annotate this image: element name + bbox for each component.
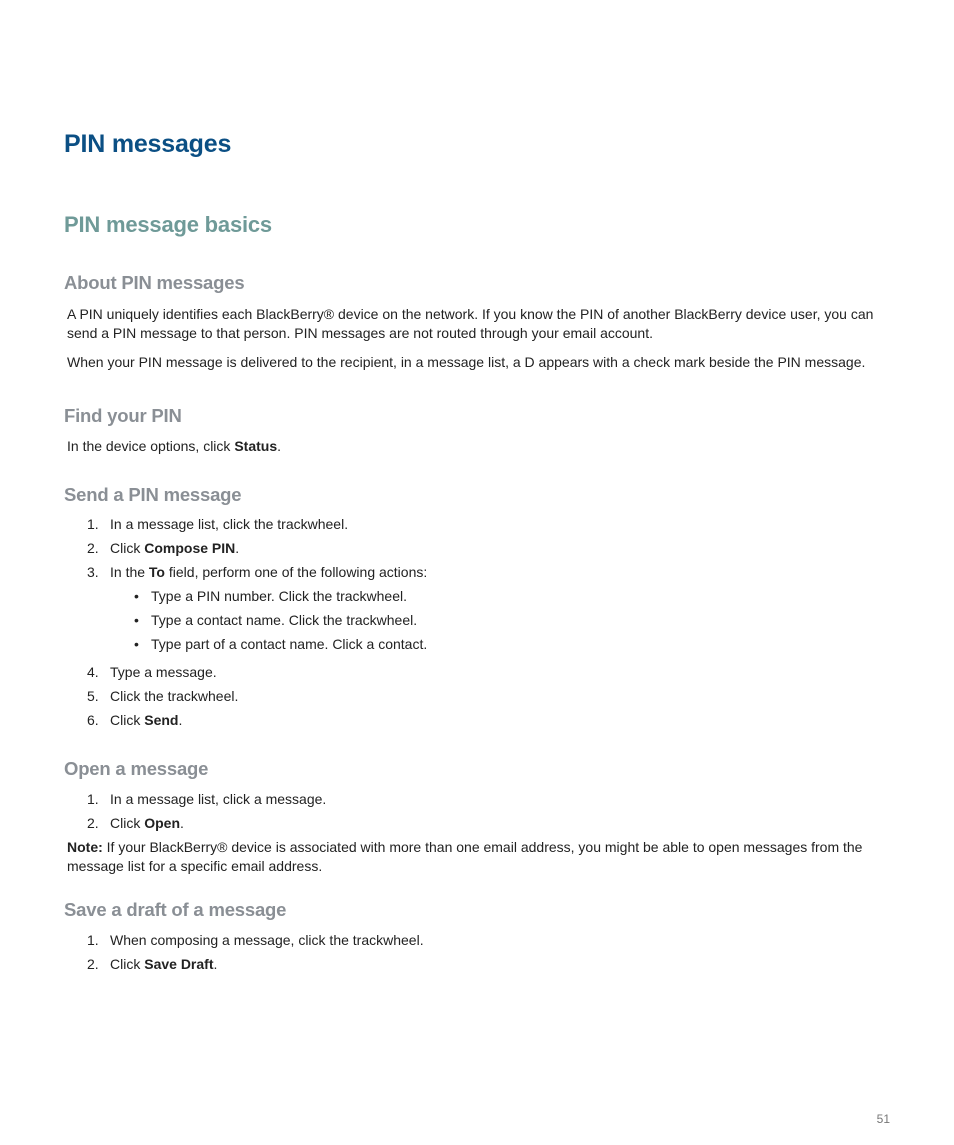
- step-number: 5.: [87, 688, 99, 704]
- step-number: 1.: [87, 932, 99, 948]
- step-text: In a message list, click the trackwheel.: [110, 516, 349, 532]
- note-label: Note:: [67, 839, 103, 855]
- about-heading: About PIN messages: [64, 272, 245, 293]
- bullet-item: Type a contact name. Click the trackwheel.: [151, 612, 418, 628]
- find-paragraph: [67, 437, 897, 456]
- bullet-item: Type a PIN number. Click the trackwheel.: [151, 588, 407, 604]
- section-heading: PIN message basics: [64, 212, 272, 237]
- step-number: 1.: [87, 516, 99, 532]
- step-text: Click Open.: [110, 815, 184, 831]
- page-title: PIN messages: [64, 130, 232, 158]
- note-paragraph: [67, 838, 897, 876]
- page-number: 51: [876, 1112, 890, 1126]
- step-number: 1.: [87, 791, 99, 807]
- find-bold: Status: [234, 438, 278, 454]
- step-text: In the To field, perform one of the following actions:: [110, 564, 428, 580]
- bullet-icon: •: [134, 612, 139, 628]
- step-number: 2.: [87, 540, 99, 556]
- step-text: When composing a message, click the trackwheel.: [110, 932, 424, 948]
- step-number: 6.: [87, 712, 99, 728]
- bullet-icon: •: [134, 636, 139, 652]
- find-heading: Find your PIN: [64, 405, 182, 426]
- step-text: Click Compose PIN.: [110, 540, 240, 556]
- bullet-item: Type part of a contact name. Click a contact.: [151, 636, 428, 652]
- step-number: 2.: [87, 956, 99, 972]
- step-number: 3.: [87, 564, 99, 580]
- step-text: Click Save Draft.: [110, 956, 218, 972]
- note-text: If your BlackBerry® device is associated with more than one email address, you might be able to open messages from the message list for a specific email address.: [67, 839, 863, 874]
- bullet-icon: •: [134, 588, 139, 604]
- step-text: In a message list, click a message.: [110, 791, 327, 807]
- step-text: Click the trackwheel.: [110, 688, 239, 704]
- step-text: Type a message.: [110, 664, 217, 680]
- step-text: Click Send.: [110, 712, 183, 728]
- draft-heading: Save a draft of a message: [64, 899, 287, 920]
- send-heading: Send a PIN message: [64, 484, 242, 505]
- find-text: In the device options, click: [67, 438, 235, 454]
- open-heading: Open a message: [64, 758, 209, 779]
- step-number: 4.: [87, 664, 99, 680]
- find-text-end: .: [277, 438, 281, 454]
- step-number: 2.: [87, 815, 99, 831]
- about-paragraph-1: A PIN uniquely identifies each BlackBerry® device on the network. If you know the PIN of another BlackBerry device user, you can send a PIN message to that person. PIN messages are not routed through your email account.: [67, 306, 874, 341]
- about-paragraph-2: When your PIN message is delivered to the recipient, in a message list, a D appears with a check mark beside the PIN message.: [67, 354, 866, 370]
